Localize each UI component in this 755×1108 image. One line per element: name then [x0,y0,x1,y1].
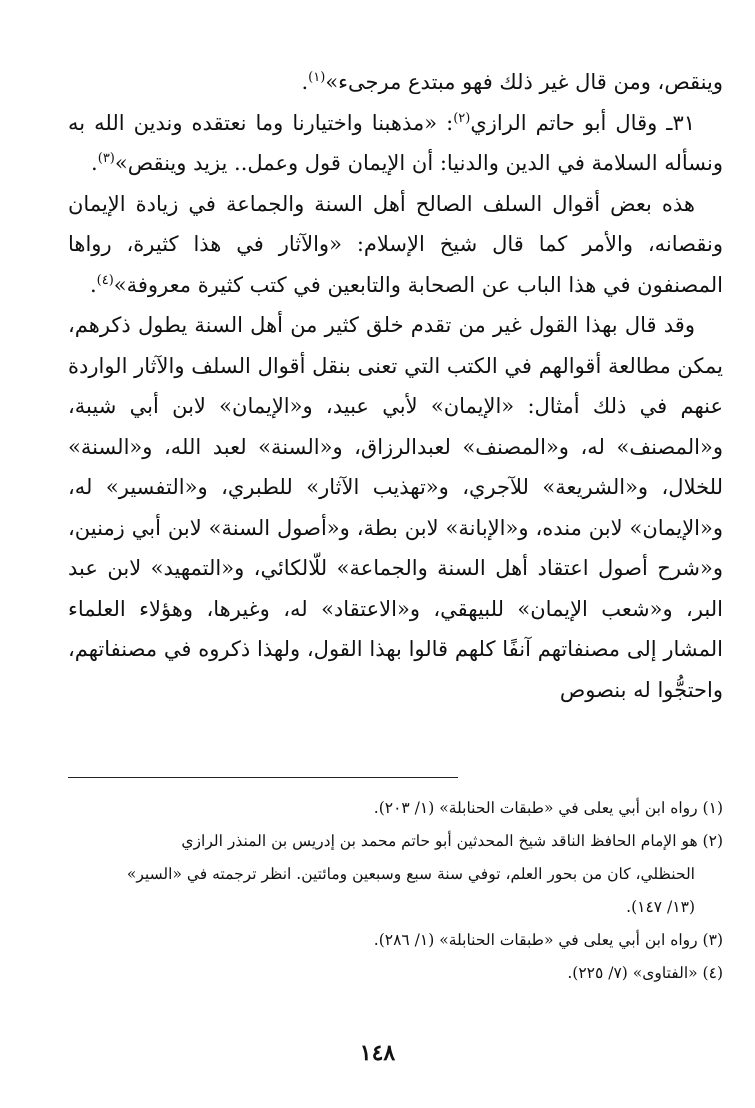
paragraph-1-text: وينقص، ومن قال غير ذلك فهو مبتدع مرجىء» [325,70,723,94]
paragraph-2-text: ٣١ـ وقال أبو حاتم الرازي [470,110,696,135]
footnote-ref-4[interactable]: (٤) [96,272,114,288]
footnote-3: (٣) رواه ابن أبي يعلى في «طبقات الحنابلة» (١/ ٢٨٦). [373,931,723,949]
footnote-ref-2[interactable]: (٢) [453,110,471,126]
footnote-1: (١) رواه ابن أبي يعلى في «طبقات الحنابلة» (١/ ٢٠٣). [373,799,723,817]
main-text [68,62,723,710]
paragraph-2: ٣١ـ وقال أبو حاتم الرازي$^{(٢)}$: «مذهبنا واختيارنا وما نعتقده وندين الله به ونسأله السلامة في الدين والدنيا: أن الإيمان قول وعمل.. يزيد وينقص»$^{(٣)}$. [68,110,723,175]
paragraph-3-text: هذه بعض أقوال السلف الصالح أهل السنة والجماعة في زيادة الإيمان ونقصانه، والأمر كما قال شيخ الإسلام: «والآثار في هذا كثيرة، رواها المصنفون في هذا الباب عن الصحابة والتابعين في كتب كثيرة معروفة» [68,191,723,297]
footnote-2: (٢) هو الإمام الحافظ الناقد شيخ المحدثين أبو حاتم محمد بن إدريس بن المنذر الرازي [181,832,723,850]
footnote-4: (٤) «الفتاوى» (٧/ ٢٢٥). [567,964,723,982]
paragraph-2-quote: : «مذهبنا واختيارنا وما نعتقده وندين الله به ونسأله السلامة في الدين والدنيا: أن الإيمان قول وعمل.. يزيد وينقص» [68,110,723,175]
footnote-divider [68,777,458,778]
paragraph-3: هذه بعض أقوال السلف الصالح أهل السنة والجماعة في زيادة الإيمان ونقصانه، والأمر كما قال شيخ الإسلام: «والآثار في هذا كثيرة، رواها المصنفون في هذا الباب عن الصحابة والتابعين في كتب كثيرة معروفة»$^{(٤)}$. [68,191,723,297]
footnote-2-line-3: (١٣/ ١٤٧). [626,898,695,916]
page-number: ١٤٨ [359,1040,396,1066]
footnotes [68,792,723,990]
footnote-2-line-2: الحنظلي، كان من بحور العلم، توفي سنة سبع وسبعين ومائتين. انظر ترجمته في «السير» [126,865,695,883]
paragraph-1: وينقص، ومن قال غير ذلك فهو مبتدع مرجىء»$^{(١)}$. [301,70,723,94]
paragraph-4-text: وقد قال بهذا القول غير من تقدم خلق كثير من أهل السنة يطول ذكرهم، يمكن مطالعة أقوالهم في الكتب التي تعنى بنقل أقوال السلف والآثار الواردة عنهم في ذلك أمثال: «الإيمان» لأبي عبيد، و«الإيمان» لابن أبي شيبة، و«المصنف» له، و«المصنف» لعبدالرزاق، و«السنة» لعبد الله، و«السنة» للخلال، و«الشريعة» للآجري، و«تهذيب الآثار» للطبري، و«التفسير» له، و«الإيمان» لابن منده، و«الإبانة» لابن بطة، و«أصول السنة» لابن أبي زمنين، و«شرح أصول اعتقاد أهل السنة والجماعة» للّالكائي، و«التمهيد» لابن عبد البر، و«شعب الإيمان» للبيهقي، و«الاعتقاد» له، وغيرها، وهؤلاء العلماء المشار إلى مصنفاتهم آنفًا كلهم قالوا بهذا القول، ولهذا ذكروه في مصنفاتهم، واحتجُّوا له بنصوص [68,313,723,702]
footnote-ref-1[interactable]: (١) [308,70,326,85]
paragraph-4 [68,305,723,710]
footnote-ref-3[interactable]: (٣) [97,151,115,166]
